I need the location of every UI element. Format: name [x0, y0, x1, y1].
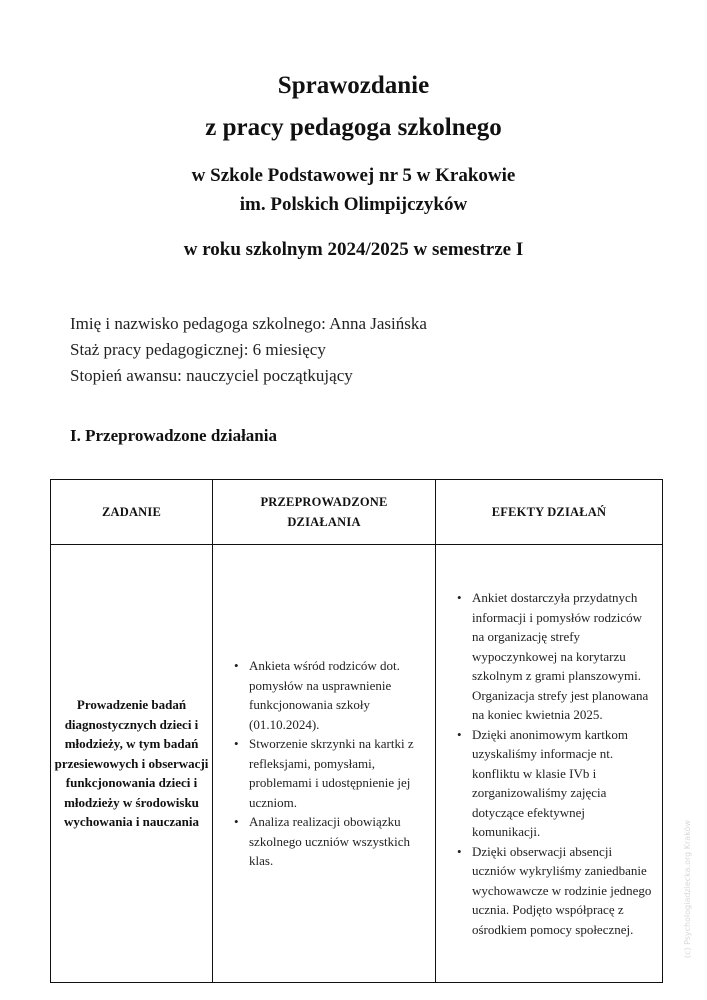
header-task: ZADANIE — [51, 480, 213, 545]
teacher-rank: Stopień awansu: nauczyciel początkujący — [70, 366, 353, 385]
actions-cell — [213, 545, 436, 983]
header-effects: EFEKTY DZIAŁAŃ — [436, 480, 663, 545]
table-header-row — [51, 480, 663, 545]
list-item: • Stworzenie skrzynki na kartki z refleksjami, pomysłami, problemami i udostępnienie jej uczniom. — [249, 734, 427, 812]
report-period: w roku szkolnym 2024/2025 w semestrze I — [183, 239, 524, 260]
teacher-tenure: Staż pracy pedagogicznej: 6 miesięcy — [70, 340, 326, 359]
school-patron: im. Polskich Olimpijczyków — [239, 194, 468, 215]
watermark: (c) Psychologiadziecka.org Kraków — [683, 820, 692, 959]
list-item: • Dzięki obserwacji absencji uczniów wykryliśmy zaniedbanie wychowawcze w rodzinie jednego ucznia. Podjęto współpracę z ośrodkiem pomocy społecznej. — [472, 842, 654, 940]
school-name: w Szkole Podstawowej nr 5 w Krakowie — [191, 165, 516, 186]
teacher-name: Imię i nazwisko pedagoga szkolnego: Anna Jasińska — [70, 314, 427, 333]
table-row — [51, 545, 663, 983]
list-item: • Ankiet dostarczyła przydatnych informacji i pomysłów rodziców na organizację strefy wypoczynkowej na korytarzu szkolnym z grami planszowymi. Organizacja strefy jest planowana na koniec kwietnia 2025. — [472, 588, 654, 725]
effects-list — [436, 588, 662, 939]
header-actions: PRZEPROWADZONE DZIAŁANIA — [213, 480, 436, 545]
list-item: • Ankieta wśród rodziców dot. pomysłów na usprawnienie funkcjonowania szkoły (01.10.2024). — [249, 656, 427, 734]
document-title: Sprawozdanie — [277, 72, 430, 99]
section-heading: I. Przeprowadzone działania — [70, 426, 277, 445]
effects-cell — [436, 545, 663, 983]
actions-list — [213, 656, 435, 871]
activities-table — [50, 479, 663, 983]
list-item: • Dzięki anonimowym kartkom uzyskaliśmy informacje nt. konfliktu w klasie IVb i zorganizowaliśmy zajęcia dotyczące efektywnej komunikacji. — [472, 725, 654, 842]
list-item: • Analiza realizacji obowiązku szkolnego uczniów wszystkich klas. — [249, 812, 427, 871]
teacher-info — [70, 311, 427, 389]
task-cell: Prowadzenie badań diagnostycznych dzieci i młodzieży, w tym badań przesiewowych i obserwacji funkcjonowania dzieci i młodzieży w środowisku wychowania i nauczania — [51, 545, 213, 983]
document-subtitle: z pracy pedagoga szkolnego — [205, 114, 502, 141]
